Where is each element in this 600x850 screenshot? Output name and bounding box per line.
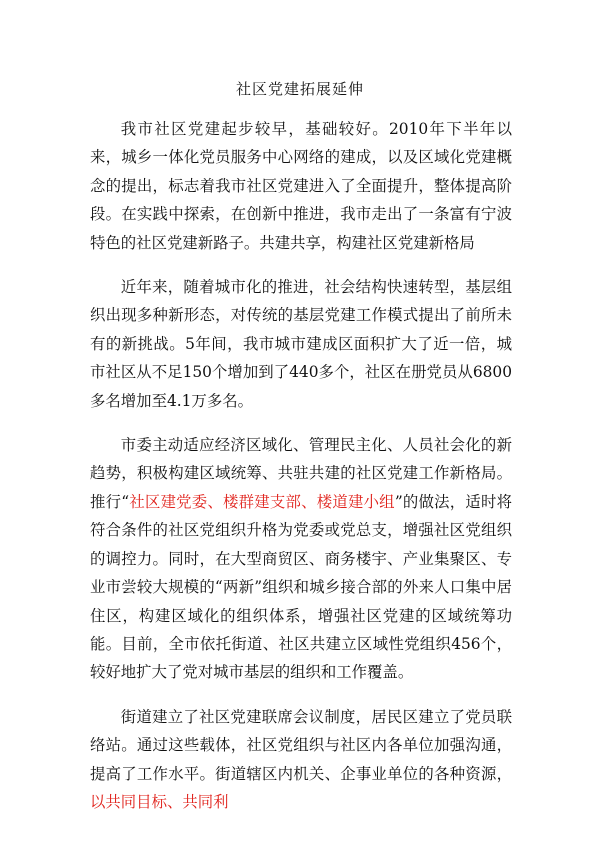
document-title: 社区党建拓展延伸 [235, 80, 364, 98]
paragraph-3 [90, 431, 512, 687]
paragraph-3-text-after: ”的做法，适时将符合条件的社区党组织升格为党委或党总支，增强社区党组织的调控力。同时，在大型商贸区、商务楼宇、产业集聚区、专业市尝较大规模的“两新”组织和城乡接合部的外来人口集中居住区，构建区域化的组织体系，增强社区党建的区域统筹功能。目前，全市依托街道、社区共建立区域性党组织456个，较好地扩大了党对城市基层的组织和工作覆盖。 [90, 492, 512, 682]
paragraph-4-text-before: 街道建立了社区党建联席会议制度，居民区建立了党员联络站。通过这些载体，社区党组织与社区内各单位加强沟通，提高了工作水平。街道辖区内机关、企事业单位的各种资源， [90, 707, 512, 783]
paragraph-4 [90, 703, 512, 817]
paragraph-4-highlight: 以共同目标、共同利 [90, 792, 229, 811]
paragraph-2: 近年来，随着城市化的推进，社会结构快速转型，基层组织出现多种新形态，对传统的基层党建工作模式提出了前所未有的新挑战。5年间，我市城市建成区面积扩大了近一倍，城市社区从不足150个增加到了440多个，社区在册党员从6800多名增加至4.1万多名。 [90, 278, 512, 410]
paragraph-1: 我市社区党建起步较早，基础较好。2010年下半年以来，城乡一体化党员服务中心网络的建成，以及区域化党建概念的提出，标志着我市社区党建进入了全面提升，整体提高阶段。在实践中探索，在创新中推进，我市走出了一条富有宁波特色的社区党建新路子。共建共享，构建社区党建新格局 [90, 120, 512, 252]
paragraph-3-text-before: 市委主动适应经济区域化、管理民主化、人员社会化的新趋势，积极构建区域统筹、共驻共建的社区党建工作新格局。推行“ [90, 436, 512, 511]
document-body [90, 115, 512, 832]
paragraph-3-highlight: 社区建党委、楼群建支部、楼道建小组 [129, 492, 395, 511]
